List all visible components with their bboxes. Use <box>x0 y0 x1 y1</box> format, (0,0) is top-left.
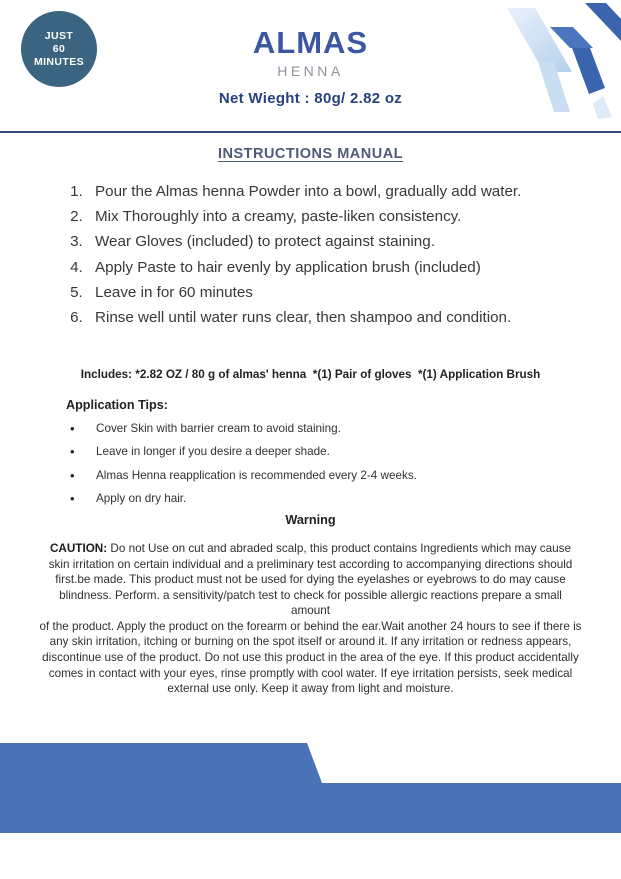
caution-label: CAUTION: <box>49 542 108 555</box>
tip-item: • Apply on dry hair. <box>70 493 581 506</box>
header-divider <box>0 131 621 133</box>
badge-line-1: JUST <box>44 29 74 42</box>
instruction-step: 2. Mix Thoroughly into a creamy, paste-liken consistency. <box>87 209 607 226</box>
instruction-step: 6. Rinse well until water runs clear, then shampoo and condition. <box>87 310 607 327</box>
brand-name: ALMAS <box>252 25 369 60</box>
includes-line: Includes: *2.82 OZ / 80 g of almas' henna *(1) Pair of gloves *(1) Application Brush <box>80 368 541 381</box>
instruction-step: 3. Wear Gloves (included) to protect against staining. <box>87 234 607 251</box>
caution-text-part1: Do not Use on cut and abraded scalp, this product contains Ingredients which may cause skin irritation on certain individual and a preliminary test according to accompanying directions should first.be made. This product must not be used for dying the eyelashes or eyebrows to do may cause blindness. Perform. a sensitivity/patch test to check for possible allergic reactions prepare a small amount <box>48 542 573 618</box>
badge-line-3: MINUTES <box>33 55 85 68</box>
instruction-step: 4. Apply Paste to hair evenly by application brush (included) <box>87 260 607 277</box>
tips-list <box>70 423 581 516</box>
instructions-list <box>57 184 607 335</box>
instruction-step: 1. Pour the Almas henna Powder into a bowl, gradually add water. <box>87 184 607 201</box>
tip-item: • Leave in longer if you desire a deeper shade. <box>70 446 581 459</box>
page-title <box>0 146 621 162</box>
footer-ribbon-decoration <box>0 740 621 879</box>
instruction-step: 5. Leave in for 60 minutes <box>87 285 607 302</box>
caution-text-part2: of the product. Apply the product on the forearm or behind the ear.Wait another 24 hours to see if there is any skin irritation, itching or burning on the spot itself or around it. If any irritation or redness appears, discontinue use of the product. Do not use this product in the area of the eye. If this product accidentally comes in contact with your eyes, rinse promptly with cool water. If eye irritation persists, seek medical external use only. Keep it away from light and moisture. <box>39 619 582 696</box>
product-name: HENNA <box>277 63 344 79</box>
tip-item: • Cover Skin with barrier cream to avoid staining. <box>70 423 581 436</box>
net-weight: Net Wieght : 80g/ 2.82 oz <box>218 90 403 107</box>
badge-line-2: 60 <box>52 42 66 55</box>
footer-ribbon-shape <box>0 743 621 833</box>
tips-heading: Application Tips: <box>66 398 168 412</box>
tip-item: • Almas Henna reapplication is recommended every 2-4 weeks. <box>70 470 581 483</box>
page-title-text: INSTRUCTIONS MANUAL <box>217 146 404 162</box>
caution-paragraph <box>38 541 583 697</box>
warning-heading: Warning <box>285 513 336 527</box>
